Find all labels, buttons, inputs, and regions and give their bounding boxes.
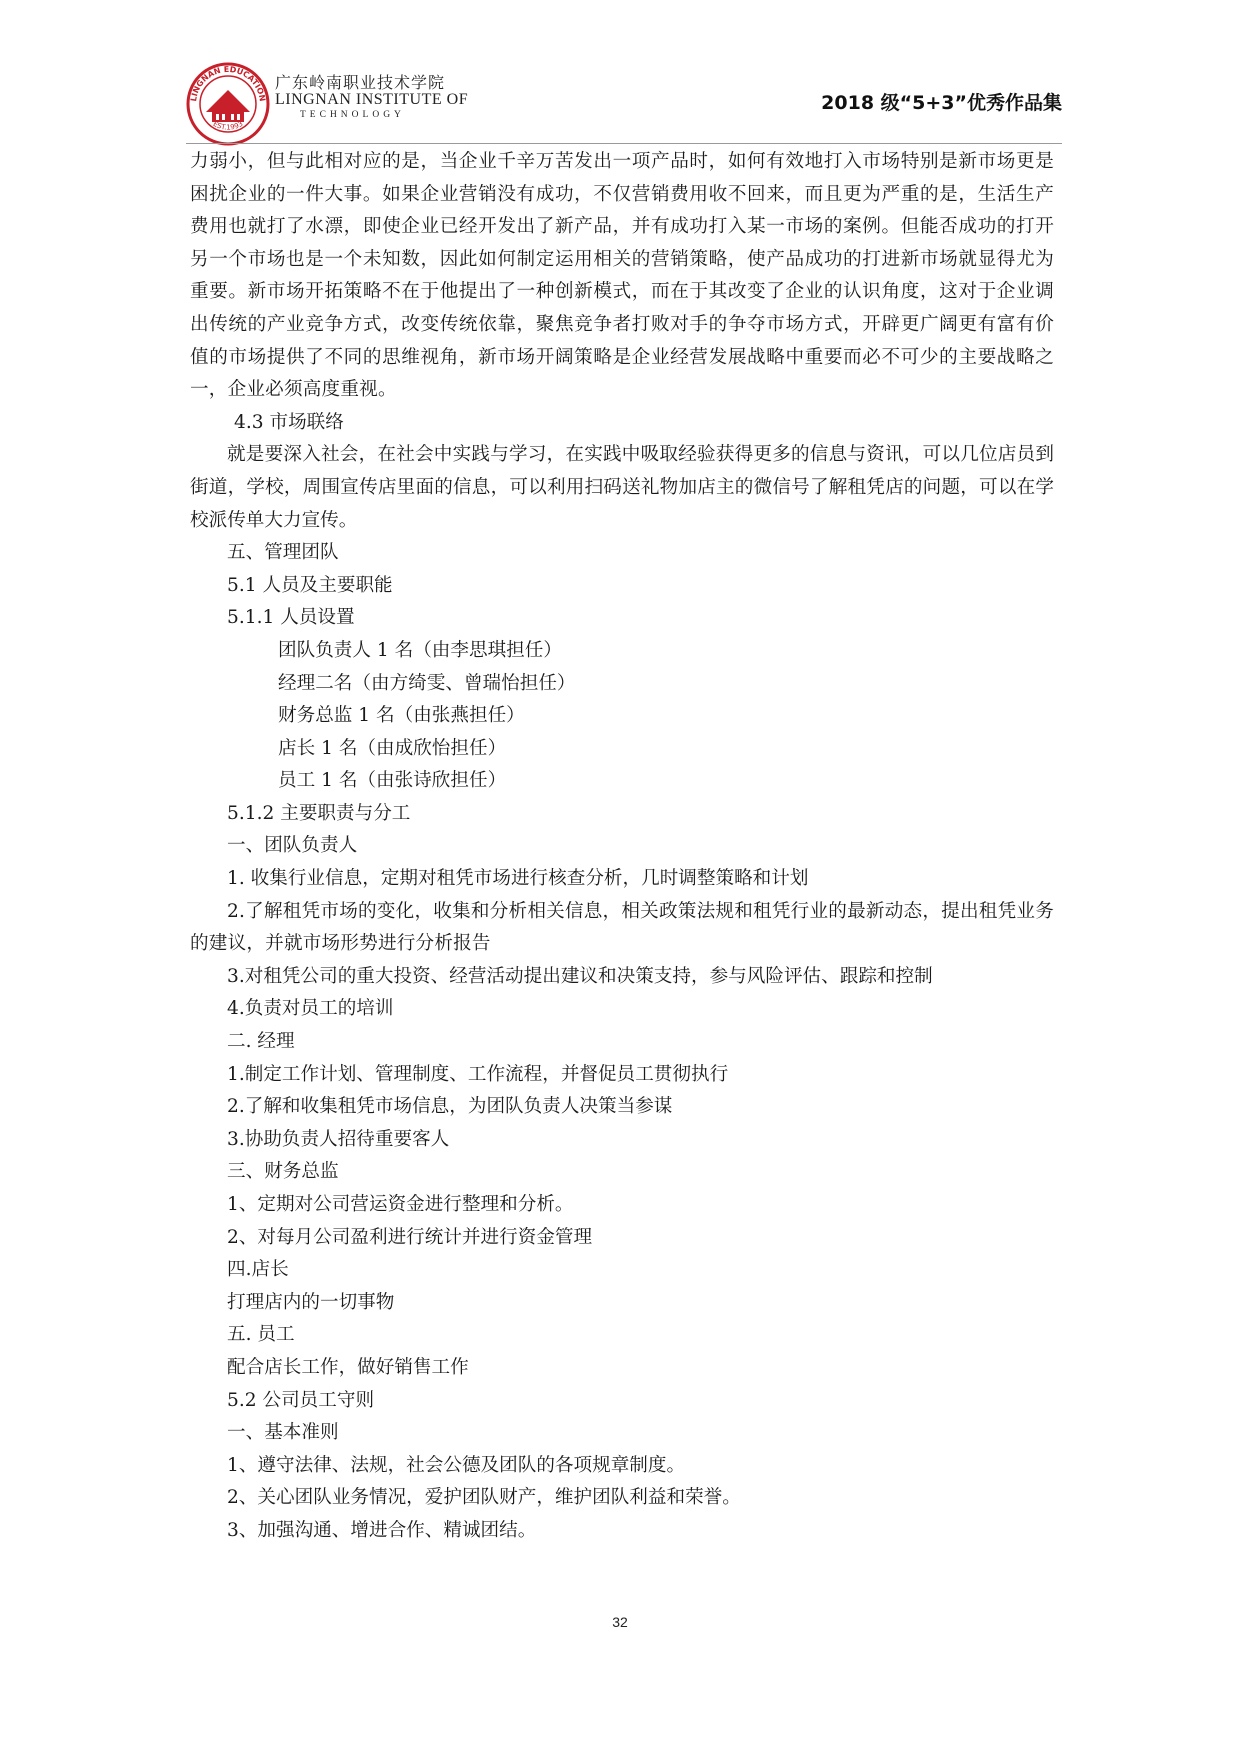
collection-title: 2018 级“5+3”优秀作品集 <box>821 92 1062 114</box>
role-duty-item: 2、对每月公司盈利进行统计并进行资金管理 <box>227 1226 593 1248</box>
role-duty-item: 3.对租凭公司的重大投资、经营活动提出建议和决策支持，参与风险评估、跟踪和控制 <box>227 965 933 987</box>
section-4-3-paragraph: 就是要深入社会，在社会中实践与学习，在实践中吸取经验获得更多的信息与资讯，可以几位店员到街道，学校，周围宣传店里面的信息，可以利用扫码送礼物加店主的微信号了解租凭店的问题，可以在学校派传单大力宣传。 <box>190 444 1054 531</box>
role-heading: 四.店长 <box>227 1259 289 1281</box>
school-name-en: LINGNAN INSTITUTE OF <box>275 91 469 108</box>
section-heading-4-3: 4.3 市场联络 <box>234 411 344 433</box>
header-divider <box>186 143 1062 144</box>
role-duty-item: 4.负责对员工的培训 <box>227 998 394 1020</box>
rules-heading: 一、基本准则 <box>227 1422 339 1444</box>
rule-item: 1、遵守法律、法规，社会公德及团队的各项规章制度。 <box>227 1454 686 1476</box>
role-duty-item: 打理店内的一切事物 <box>227 1291 395 1313</box>
role-duty-item: 2.了解租凭市场的变化，收集和分析相关信息，相关政策法规和租凭行业的最新动态，提出租凭业务的建议，并就市场形势进行分析报告 <box>190 900 1054 955</box>
role-heading: 三、财务总监 <box>227 1161 339 1183</box>
staff-item: 员工 1 名（由张诗欣担任） <box>278 770 507 792</box>
chapter-heading-5: 五、管理团队 <box>227 542 339 564</box>
staff-item: 团队负责人 1 名（由李思琪担任） <box>278 639 562 661</box>
role-heading: 一、团队负责人 <box>227 835 358 857</box>
role-duty-item: 1、定期对公司营运资金进行整理和分析。 <box>227 1194 574 1215</box>
section-heading-5-2: 5.2 公司员工守则 <box>227 1389 375 1411</box>
staff-item: 店长 1 名（由成欣怡担任） <box>278 737 507 759</box>
page-header <box>0 0 1240 140</box>
staff-item: 财务总监 1 名（由张燕担任） <box>278 705 525 727</box>
page-number: 32 <box>612 1614 628 1630</box>
section-heading-5-1-1: 5.1.1 人员设置 <box>227 607 355 629</box>
rule-item: 2、关心团队业务情况，爱护团队财产，维护团队利益和荣誉。 <box>227 1487 741 1509</box>
rule-item: 3、加强沟通、增进合作、精诚团结。 <box>227 1519 537 1541</box>
section-heading-5-1-2: 5.1.2 主要职责与分工 <box>227 802 411 824</box>
role-duty-item: 1. 收集行业信息，定期对租凭市场进行核查分析，几时调整策略和计划 <box>227 868 809 890</box>
role-heading: 五. 员工 <box>227 1324 295 1346</box>
section-heading-5-1: 5.1 人员及主要职能 <box>227 574 393 596</box>
role-duty-item: 3.协助负责人招待重要客人 <box>227 1128 450 1150</box>
role-duty-item: 2.了解和收集租凭市场信息，为团队负责人决策当参谋 <box>227 1096 673 1118</box>
svg-text:EST.1993: EST.1993 <box>211 119 245 132</box>
staff-item: 经理二名（由方绮雯、曾瑞怡担任） <box>278 672 576 694</box>
school-seal-logo <box>186 62 270 146</box>
school-name-en-line2: TECHNOLOGY <box>300 110 405 120</box>
school-name-cn: 广东岭南职业技术学院 <box>275 73 446 92</box>
role-heading: 二. 经理 <box>227 1031 295 1053</box>
document-body <box>190 146 1054 1548</box>
role-duty-item: 1.制定工作计划、管理制度、工作流程，并督促员工贯彻执行 <box>227 1063 729 1085</box>
intro-paragraph: 力弱小，但与此相对应的是，当企业千辛万苦发出一项产品时，如何有效地打入市场特别是新市场更是困扰企业的一件大事。如果企业营销没有成功，不仅营销费用收不回来，而且更为严重的是，生活生产费用也就打了水漂，即使企业已经开发出了新产品，并有成功打入某一市场的案例。但能否成功的打开另一个市场也是一个未知数，因此如何制定运用相关的营销策略，使产品成功的打进新市场就显得尤为重要。新市场开拓策略不在于他提出了一种创新模式，而在于其改变了企业的认识角度，这对于企业调出传统的产业竞争方式，改变传统依靠，聚焦竞争者打败对手的争夺市场方式，开辟更广阔更有富有价值的市场提供了不同的思维视角，新市场开阔策略是企业经营发展战略中重要而必不可少的主要战略之一，企业必须高度重视。 <box>190 151 1054 401</box>
role-duty-item: 配合店长工作，做好销售工作 <box>227 1356 469 1378</box>
svg-text:LINGNAN EDUCATION: LINGNAN EDUCATION <box>189 64 267 103</box>
